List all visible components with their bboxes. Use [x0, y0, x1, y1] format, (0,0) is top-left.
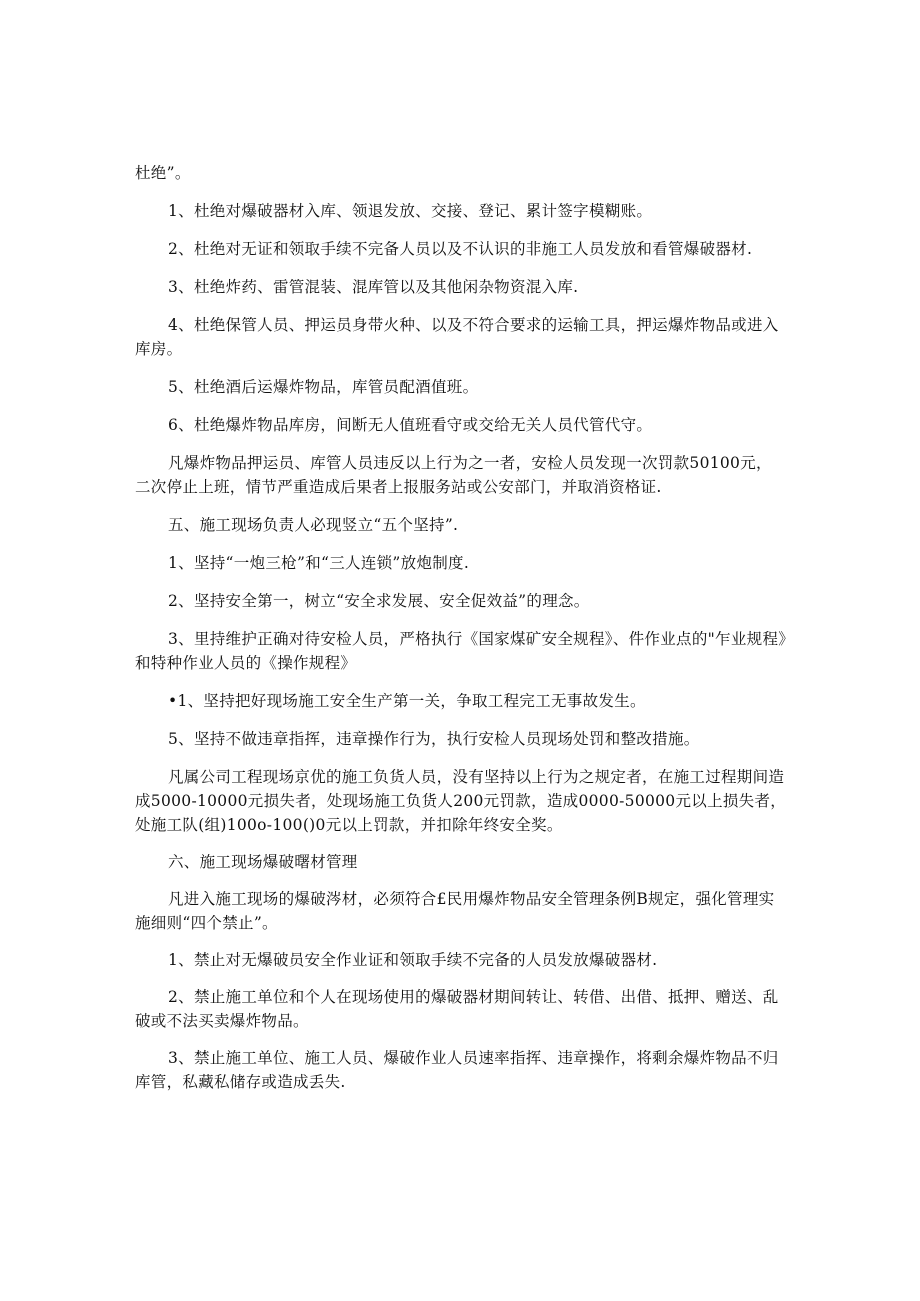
paragraph-item-1: 1、禁止对无爆破员安全作业证和领取手续不完备的人员发放爆破器材. [168, 951, 658, 969]
paragraph-continuation: 杜绝”。 [135, 164, 191, 182]
paragraph-penalty-site: 凡属公司工程现场京优的施工负货人员，没有坚持以上行为之规定者，在施工过程期间造成5000-10000元损失者，处现场施工负货人200元罚款，造成0000-50000元以上损失者，处施工队(组)100o-100()0元以上罚款，并扣除年终安全奖。 [135, 768, 787, 834]
paragraph-item-3: 3、里持维护正确对待安检人员，严格执行《国家煤矿安全规程》、件作业点的"乍业规程》和特种作业人员的《操作规程》 [135, 630, 787, 672]
paragraph-item-4: 4、杜绝保管人员、押运员身带火种、以及不符合要求的运输工具，押运爆炸物品或进入库房。 [135, 316, 779, 358]
document-body [135, 161, 787, 1094]
paragraph-item-5: 5、杜绝酒后运爆炸物品，库管员配酒值班。 [168, 378, 479, 396]
paragraph-item-2: 2、禁止施工单位和个人在现场使用的爆破器材期间转让、转借、出借、抵押、赠送、乱破或不法买卖爆炸物品。 [135, 988, 779, 1030]
paragraph-penalty-storage: 凡爆炸物品押运员、库管人员违反以上行为之一者，安检人员发现一次罚款50100元，二次停止上班，情节严重造成后果者上报服务站或公安部门，并取消资格证. [135, 454, 772, 496]
paragraph-item-2: 2、坚持安全第一，树立“安全求发展、安全促效益”的理念。 [168, 592, 590, 610]
paragraph-item-1: 1、杜绝对爆破器材入库、领退发放、交接、登记、累计签字模糊账。 [168, 202, 653, 220]
paragraph-item-3: 3、禁止施工单位、施工人员、爆破作业人员速率指挥、违章操作，将剩余爆炸物品不归库管，私藏私储存或造成丢失. [135, 1049, 779, 1091]
paragraph-item-2: 2、杜绝对无证和领取手续不完备人员以及不认识的非施工人员发放和看管爆破器材. [168, 240, 753, 258]
section-heading-five: 五、施工现场负责人必现竖立“五个坚持”. [168, 516, 459, 534]
paragraph-item-4: •1、坚持把好现场施工安全生产第一关，争取工程完工无事故发生。 [168, 692, 646, 710]
section-heading-six: 六、施工现场爆破曙材管理 [168, 853, 358, 871]
paragraph-item-1: 1、坚持“一炮三枪”和“三人连锁”放炮制度. [168, 554, 470, 572]
paragraph-item-3: 3、杜绝炸药、雷管混装、混库管以及其他闲杂物资混入库. [168, 278, 579, 296]
paragraph-explosives-intro: 凡进入施工现场的爆破涔材，必须符合£民用爆炸物品安全管理条例B规定，强化管理实施细则“四个禁止”。 [135, 890, 775, 932]
paragraph-item-5: 5、坚持不做违章指挥，违章操作行为，执行安检人员现场处罚和整改措施。 [168, 730, 700, 748]
paragraph-item-6: 6、杜绝爆炸物品库房，间断无人值班看守或交给无关人员代管代守。 [168, 416, 653, 434]
